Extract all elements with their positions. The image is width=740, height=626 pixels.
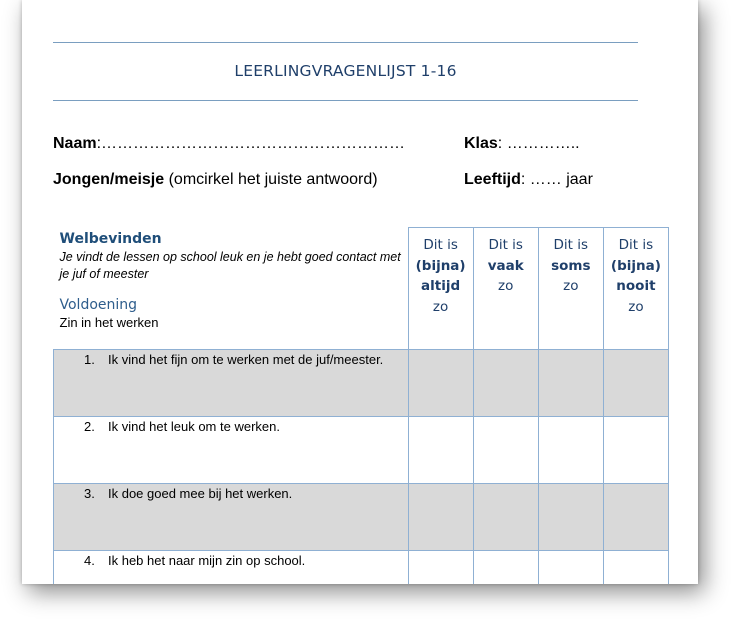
answer-cell-sometimes[interactable] (538, 551, 603, 585)
option-prefix: Dit is (553, 237, 589, 253)
option-header-sometimes (538, 228, 603, 350)
question-cell (54, 417, 409, 484)
option-prefix: Dit is (423, 237, 458, 253)
question-text: Ik heb het naar mijn zin op school. (108, 553, 306, 568)
option-frequency: soms (551, 257, 591, 274)
age-field (464, 171, 593, 189)
answer-cell-sometimes[interactable] (538, 350, 603, 417)
question-text: Ik vind het fijn om te werken met de juf/meester. (108, 352, 384, 367)
option-suffix: zo (628, 298, 644, 315)
age-label: Leeftijd (464, 171, 521, 188)
gender-instruction: (omcirkel het juiste antwoord) (164, 171, 378, 188)
answer-cell-always[interactable] (408, 484, 473, 551)
subsection-description: Zin in het werken (59, 314, 159, 330)
table-row (54, 417, 669, 484)
name-label: Naam (53, 135, 97, 152)
age-blank: : …… jaar (520, 171, 593, 188)
name-field (53, 135, 405, 153)
section-description: Je vindt de lessen op school leuk en je hebt goed contact met je juf of meester (59, 249, 401, 281)
answer-cell-often[interactable] (473, 551, 538, 585)
table-row (54, 551, 669, 585)
answer-cell-never[interactable] (603, 484, 668, 551)
question-number: 4. (84, 553, 95, 568)
question-number: 1. (84, 352, 95, 367)
option-prefix: Dit is (488, 237, 523, 253)
table-header-row (54, 228, 669, 350)
class-field (464, 135, 580, 153)
class-label: Klas (464, 135, 498, 152)
answer-cell-often[interactable] (473, 484, 538, 551)
questionnaire-table (53, 227, 669, 584)
option-prefix: Dit is (618, 237, 654, 253)
answer-cell-always[interactable] (408, 551, 473, 585)
question-cell (54, 551, 409, 585)
answer-cell-never[interactable] (603, 350, 668, 417)
option-frequency: (bijna) nooit (610, 257, 661, 294)
answer-cell-never[interactable] (603, 551, 668, 585)
table-row (54, 484, 669, 551)
answer-cell-always[interactable] (408, 350, 473, 417)
answer-cell-often[interactable] (473, 417, 538, 484)
answer-cell-often[interactable] (473, 350, 538, 417)
section-title: Welbevinden (59, 230, 162, 247)
question-text: Ik vind het leuk om te werken. (108, 419, 280, 434)
gender-field (53, 171, 378, 189)
name-blank: :………………………………………………… (96, 135, 406, 152)
question-number: 2. (84, 419, 95, 434)
table-row (54, 350, 669, 417)
title-bottom-rule (53, 100, 638, 101)
option-frequency: (bijna) altijd (415, 257, 466, 294)
answer-cell-sometimes[interactable] (538, 484, 603, 551)
document-title: LEERLINGVRAGENLIJST 1-16 (234, 62, 457, 80)
gender-label: Jongen/meisje (53, 171, 165, 188)
option-header-never (603, 228, 668, 350)
option-header-always (408, 228, 473, 350)
question-cell (54, 350, 409, 417)
question-number: 3. (84, 486, 95, 501)
top-rule (53, 42, 638, 43)
subsection-title: Voldoening (59, 296, 138, 313)
section-header (54, 228, 409, 350)
question-cell (54, 484, 409, 551)
question-text: Ik doe goed mee bij het werken. (108, 486, 293, 501)
answer-cell-always[interactable] (408, 417, 473, 484)
option-header-often (473, 228, 538, 350)
option-suffix: zo (498, 278, 514, 294)
option-suffix: zo (563, 278, 579, 294)
option-suffix: zo (432, 298, 449, 315)
answer-cell-never[interactable] (603, 417, 668, 484)
document-page (22, 0, 698, 584)
answer-cell-sometimes[interactable] (538, 417, 603, 484)
option-frequency: vaak (487, 257, 524, 274)
class-blank: : ………….. (497, 135, 580, 152)
